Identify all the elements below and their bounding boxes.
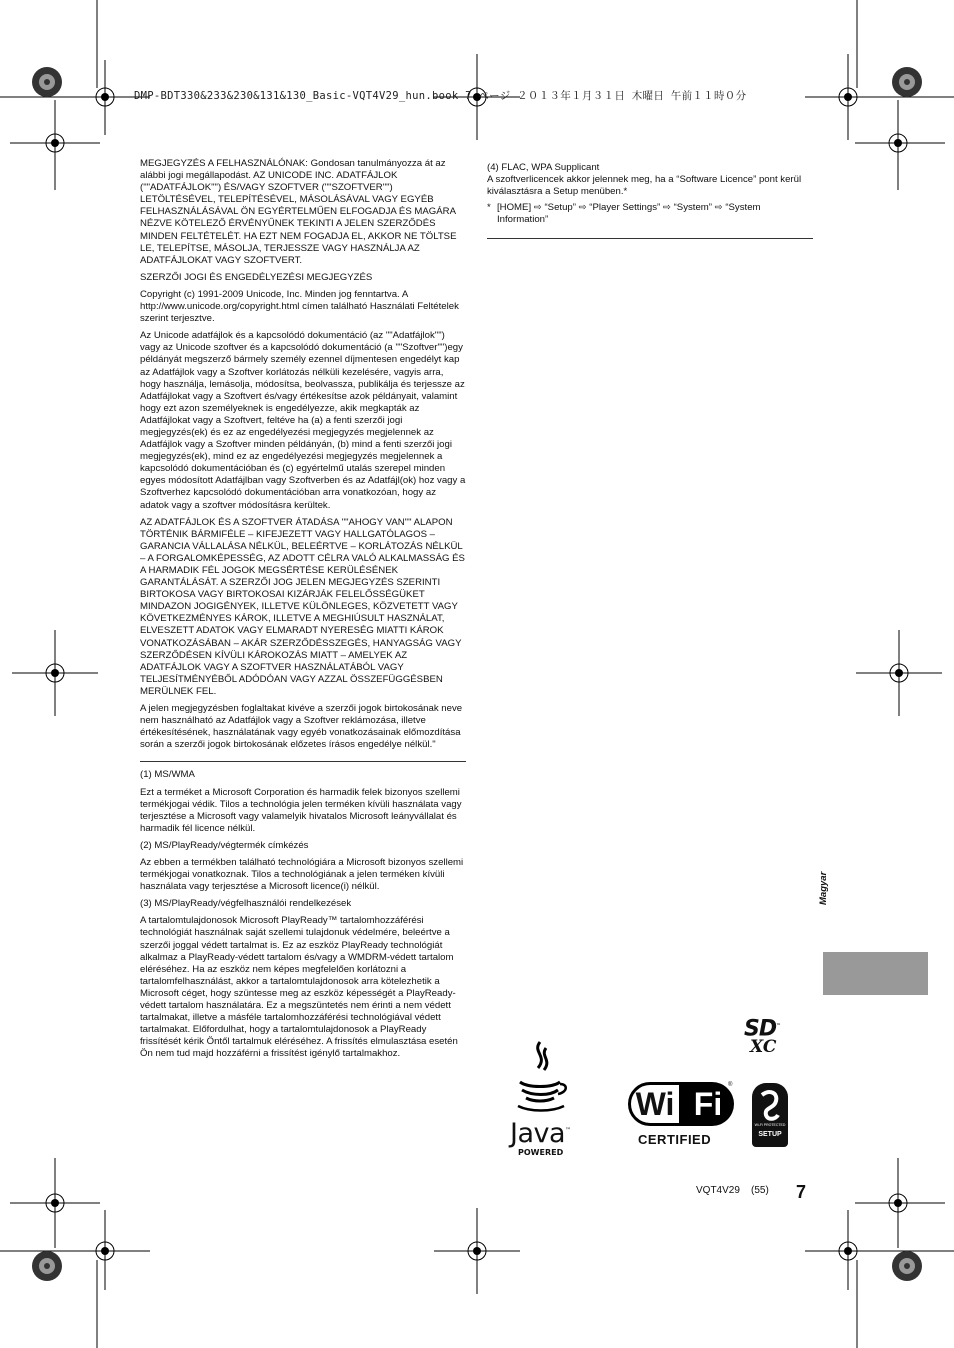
right-column xyxy=(487,162,813,239)
note-heading: (1) MS/WMA xyxy=(140,769,195,781)
note-heading: (3) MS/PlayReady/végfelhasználói rendelkezések xyxy=(140,898,352,910)
java-tm: ™ xyxy=(565,1127,571,1134)
wifi-certified-logo xyxy=(628,1082,736,1148)
java-cup-icon xyxy=(510,1038,570,1112)
note-body: Ezt a terméket a Microsoft Corporation és harmadik felek bizonyos szellemi termékjogai védik. Tilos a technológia jelen terméken kívüli használata vagy terjesztése a Microsoft vagy valamelyik hivatalos Microsoft leányvállalat és harmadik fél licence nélkül. xyxy=(140,786,462,834)
wifi-wi-text: Wi xyxy=(628,1082,682,1126)
java-powered-text: POWERED xyxy=(518,1148,564,1157)
note-heading: (4) FLAC, WPA Supplicant xyxy=(487,162,600,173)
note-body: A tartalomtulajdonosok Microsoft PlayReady™ tartalomhozzáférési technológiát használnak saját szellemi tulajdonuk védelmére, beleértve a szerzői joggal védett tartalmat is. Ez az eszköz PlayReady technológiát alkalmaz a PlayReady-védett tartalom és/vagy a WMDRM-védett tartalom eléréséhez. Ha az eszköz nem képes megfelelően korlátozni a tartalomfelhasználást, akkor a tartalomtulajdonosok arra kötelezhetik a Microsoft céget, hogy szüntesse meg az eszköz képességét a PlayReady-védett tartalom használatára. Ez a megszüntetés nem érinti a nem védett tartalmakat, illetve a másféle tartalomhozzáférési technológiával védett tartalmakat. Előfordulhat, hogy a tartalomtulajdonosok a PlayReady frissítését kérik Öntől tartalmuk eléréséhez. A frissítés elmulasztása esetén Ön nem tud majd hozzáférni a frissítést igénylő tartalmakhoz. xyxy=(140,915,458,1060)
note-ms-wma xyxy=(140,769,466,834)
wps-lock-icon xyxy=(752,1087,788,1127)
wps-setup-logo xyxy=(752,1083,788,1147)
note-heading: (2) MS/PlayReady/végtermék címkézés xyxy=(140,839,309,851)
note-body: Az ebben a termékben található technológiára a Microsoft bizonyos szellemi termékjogai vonatkoznak. Tilos a technológiának a jelen terméken kívüli használata vagy terjesztése a Microsoft licence(i) nélkül. xyxy=(140,856,464,893)
advertising-paragraph: A jelen megjegyzésben foglaltakat kivéve a szerzői jogok birtokosának neve nem használható az Adatfájlok vagy a Szoftver reklámozása, illetve értékesítésének, használatának vagy egyéb vonatkozásainak előmozdítása során a szerzői jogok birtokosának előzetes írásos engedélye nélkül." xyxy=(140,703,463,751)
license-notice-paragraph: MEGJEGYZÉS A FELHASZNÁLÓNAK: Gondosan tanulmányozza át az alábbi jogi megállapodást. AZ UNICODE INC. ADATFÁJLOK (""ADATFÁJLOK"") ÉS/VAGY SZOFTVER (""SZOFTVER"") LETÖLTÉSÉVEL, TELEPÍTÉSÉVEL, MÁSOLÁSÁVAL VAGY EGYÉB FELHASZNÁLÁSÁVAL ÖN EGYÉRTELMŰEN ELFOGADJA ÉS MAGÁRA NÉZVE KÖTELEZŐ ÉRVÉNYŰNEK TEKINTI A JELEN SZERZŐDÉS MINDEN FELTÉTELÉT. HA EZT NEM FOGADJA EL, AKKOR NE TÖLTSE LE, TELEPÍTSE, MÁSOLJA, TERJESSZE VAGY HASZNÁLJA AZ ADATFÁJLOKAT VAGY SZOFTVERT. xyxy=(140,158,457,266)
book-header-line: DMP-BDT330&233&230&131&130_Basic-VQT4V29_hun.book 7 ページ ２０１３年１月３１日 木曜日 午前１１時０分 xyxy=(134,90,747,102)
copyright-heading: SZERZŐI JOGI ÉS ENGEDÉLYEZÉSI MEGJEGYZÉS xyxy=(140,271,373,283)
section-divider xyxy=(487,238,813,239)
sdxc-logo xyxy=(744,1016,806,1058)
wifi-registered-mark: ® xyxy=(728,1082,733,1088)
footnote-text: [HOME] ⇨ “Setup” ⇨ “Player Settings” ⇨ “System” ⇨ “System Information” xyxy=(497,202,761,226)
language-tab-block xyxy=(823,952,928,995)
section-divider xyxy=(140,761,466,762)
note-playready-labeling xyxy=(140,840,466,893)
java-logo xyxy=(510,1038,580,1157)
disclaimer-paragraph: AZ ADATFÁJLOK ÉS A SZOFTVER ÁTADÁSA ""AHOGY VAN"" ALAPON TÖRTÉNIK BÁRMIFÉLE – KIFEJEZETT VAGY HALLGATÓLAGOS – GARANCIA VÁLLALÁSA NÉLKÜL, BELEÉRTVE – KORLÁTOZÁS NÉLKÜL – A FORGALOMKÉPESSÉG, AZ ADOTT CÉLRA VALÓ ALKALMASSÁG ÉS A HARMADIK FÉL JOGOK MEGSÉRTÉSE KERÜLÉSÉNEK GARANTÁLÁSÁT. A SZERZŐI JOG JELEN MEGJEGYZÉS SZERINTI BIRTOKOSA VAGY BIRTOKOSAI KIZÁRJÁK FELELŐSSÉGÜKET MINDAZON JOGIGÉNYEK, ILLETVE KÜLÖNLEGES, KÖZVETETT VAGY KÖVETKEZMÉNYES KÁROK, ILLETVE A MEGHIÚSULT HASZNÁLAT, ELVESZETT ADATOK VAGY ELMARADT NYERESÉG MIATTI KÁROK VONATKOZÁSÁBAN – AKÁR SZERZŐDÉSSZEGÉS, HANYAGSÁG VAGY SZERZŐDÉSEN KÍVÜLI KÁROKOZÁS MIATT – AMELYEK AZ ADATFÁJLOK VAGY A SZOFTVER HASZNÁLATÁBÓL VAGY TELJESÍTMÉNYÉBŐL ADÓDÓAN VAGY AZZAL ÖSSZEFÜGGÉSBEN MERÜLNEK FEL. xyxy=(140,516,465,697)
wifi-certified-text: CERTIFIED xyxy=(638,1132,712,1147)
sdxc-sd-text: SD xyxy=(744,1016,777,1042)
java-wordmark: Java xyxy=(510,1118,566,1149)
wifi-fi-text: Fi xyxy=(682,1082,734,1126)
wps-setup-text: SETUP xyxy=(758,1131,782,1138)
wps-sub-text: Wi-Fi PROTECTED xyxy=(754,1123,786,1127)
sdxc-tm: ™ xyxy=(776,1023,781,1029)
document-code: VQT4V29 (55) xyxy=(696,1185,769,1196)
sdxc-xc-text: XC xyxy=(750,1037,777,1058)
language-label: Magyar xyxy=(818,871,829,905)
footnote xyxy=(487,202,813,226)
page-number: 7 xyxy=(796,1182,807,1202)
left-column xyxy=(140,158,466,1065)
footnote-marker: * xyxy=(487,202,491,214)
permission-paragraph: Az Unicode adatfájlok és a kapcsolódó dokumentáció (az ""Adatfájlok"") vagy az Unicode szoftver és a kapcsolódó dokumentáció (a ""Szoftver"")egy példányát megszerző bármely személy ezennel díjmentesen engedélyt kap az Adatfájlok vagy a Szoftver korlátozás nélküli kezelésére, vagyis arra, hogy használja, lemásolja, módosítsa, beolvassza, publikálja és terjessze az Adatfájlokat vagy a Szoftvert és/vagy értékesítse azok példányait, valamint hogy ezt azon személyeknek is engedélyezze, akik megkapták az Adatfájlokat vagy a Szoftvert, feltéve ha (a) a fenti szerzői jogi megjegyzés(ek) és ez az engedélyezési megjegyzés megjelennek az Adatfájlok vagy a Szoftver minden példányán, (b) mind a fenti szerzői jogi megjegyzés(ek), mind ez az engedélyezési megjegyzés megjelennek a kapcsolódó dokumentációban és (c) egyértelmű utalás szerepel minden egyes módosított Adatfájlban vagy Szoftverben és az Adatfájl(ok) hoz vagy a Szoftverhez kapcsolódó dokumentációban arra vonatkozóan, hogy az adatok vagy a szoftver módosításra kerültek. xyxy=(140,330,466,511)
note-body: A szoftverlicencek akkor jelennek meg, ha a “Software Licence” pont kerül kiválasztásra a Setup menüben.* xyxy=(487,174,802,198)
copyright-paragraph: Copyright (c) 1991-2009 Unicode, Inc. Minden jog fenntartva. A http://www.unicode.org/copyright.html címen található Használati Feltételek szerint terjesztve. xyxy=(140,288,459,325)
note-playready-enduser xyxy=(140,898,466,1060)
